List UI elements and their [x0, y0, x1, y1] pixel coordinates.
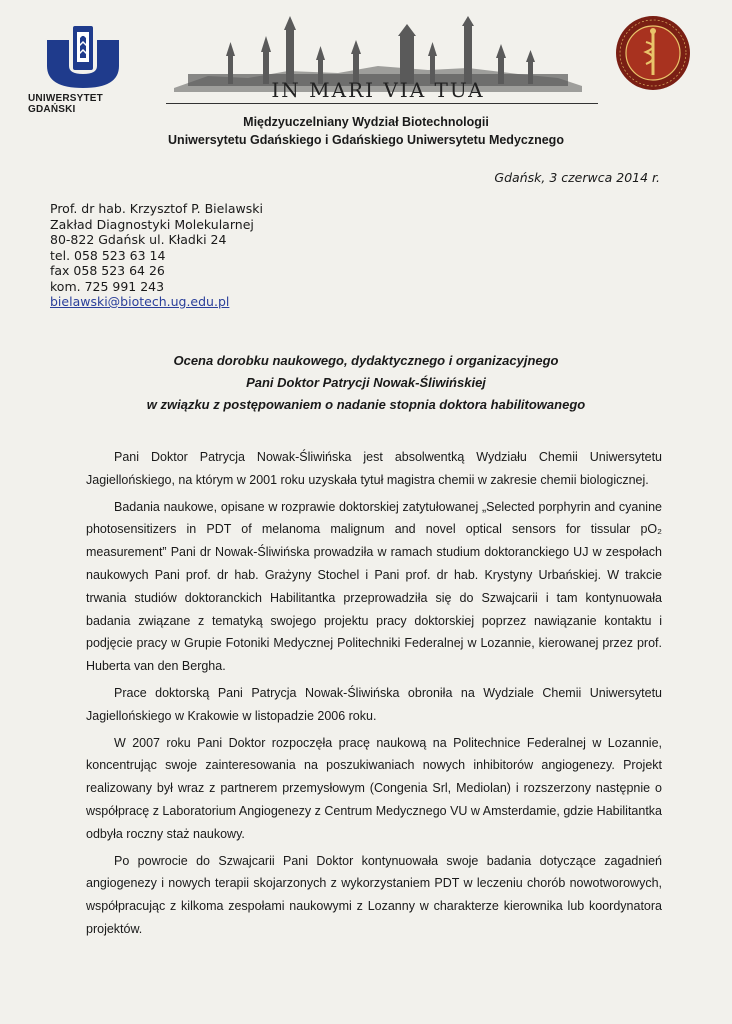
faculty-line-2: Uniwersytetu Gdańskiego i Gdańskiego Uniwersytetu Medycznego — [168, 133, 564, 147]
university-caption: UNIWERSYTET GDAŃSKI — [28, 93, 103, 115]
medical-university-seal-icon — [614, 14, 692, 92]
header-divider — [166, 103, 598, 104]
body-paragraph: Po powrocie do Szwajcarii Pani Doktor kontynuowała swoje badania dotyczące zagadnień angiogenezy i nowych terapii skojarzonych z wykorzystaniem PDT w leczeniu chorób nowotworowych, współpracując z kilkoma zespołami naukowymi z Lozanny w charakterze kierownika lub koordynatora projektów. — [86, 853, 662, 936]
body-paragraph: Prace doktorską Pani Patrycja Nowak-Śliwińska obroniła na Wydziale Chemii Uniwersytetu Jagiellońskiego w Krakowie w listopadzie 2006 roku. — [86, 685, 662, 723]
sender-fax: fax 058 523 64 26 — [50, 263, 165, 278]
title-line-1: Ocena dorobku naukowego, dydaktycznego i organizacyjnego — [173, 353, 559, 368]
university-gdansk-logo — [43, 26, 123, 88]
faculty-line-1: Międzyuczelniany Wydział Biotechnologii — [243, 115, 489, 129]
sender-mobile: kom. 725 991 243 — [50, 278, 165, 294]
document-title — [0, 350, 732, 416]
letter-body — [86, 446, 662, 945]
sender-name: Prof. dr hab. Krzysztof P. Bielawski — [50, 201, 263, 216]
body-paragraph: Pani Doktor Patrycja Nowak-Śliwińska jest absolwentką Wydziału Chemii Uniwersytetu Jagiellońskiego, na którym w 2001 roku uzyskała tytuł magistra chemii w zakresie chemii biologicznej. — [86, 450, 662, 487]
title-line-2: Pani Doktor Patrycji Nowak-Śliwińskiej — [246, 375, 486, 390]
sender-address-block — [50, 201, 263, 310]
sender-address: 80-822 Gdańsk ul. Kładki 24 — [50, 232, 227, 247]
faculty-heading — [0, 113, 732, 149]
sender-phone: tel. 058 523 63 14 — [50, 247, 166, 263]
motto-banner: IN MARI VIA TUA — [271, 78, 485, 102]
body-paragraph: W 2007 roku Pani Doktor rozpoczęła pracę naukową na Politechnice Federalnej w Lozannie, koncentrując swoje zainteresowania na poszukiwaniach nowych inhibitorów angiogenezy. Projekt realizowany był wraz z partnerem przemysłowym (Congenia Srl, Mediolan) i rozszerzony następnie o współpracę z Laboratorium Angiogenezy z Centrum Medycznego VU w Amsterdamie, gdzie Habilitantka odbyła roczny staż naukowy. — [86, 735, 662, 841]
sender-department: Zakład Diagnostyki Molekularnej — [50, 216, 254, 232]
place-and-date: Gdańsk, 3 czerwca 2014 r. — [494, 170, 660, 185]
title-line-3: w związku z postępowaniem o nadanie stopnia doktora habilitowanego — [146, 397, 586, 412]
body-paragraph: Badania naukowe, opisane w rozprawie doktorskiej zatytułowanej „Selected porphyrin and cyanine photosensitizers in PDT of melanoma malignum and novel optical sensors for tissular pO₂ measurement” Pani dr Nowak-Śliwińska prowadziła w ramach studium doktoranckiego UJ w zespołach naukowych Pani prof. dr hab. Grażyny Stochel i Pani prof. dr hab. Krystyny Urbańskiej. W trakcie trwania studiów doktoranckich Habilitantka przeprowadziła się do Szwajcarii i tam kontynuowała badania związane z tematyką swojego projektu pracy doktorskiej poprzez nawiązanie kontaktu i podjęcie pracy w Grupie Fotoniki Medycznej Politechniki Federalnej w Lozannie, kierowanej przez prof. Huberta van den Bergha. — [86, 499, 662, 674]
sender-email-link[interactable]: bielawski@biotech.ug.edu.pl — [50, 294, 230, 309]
